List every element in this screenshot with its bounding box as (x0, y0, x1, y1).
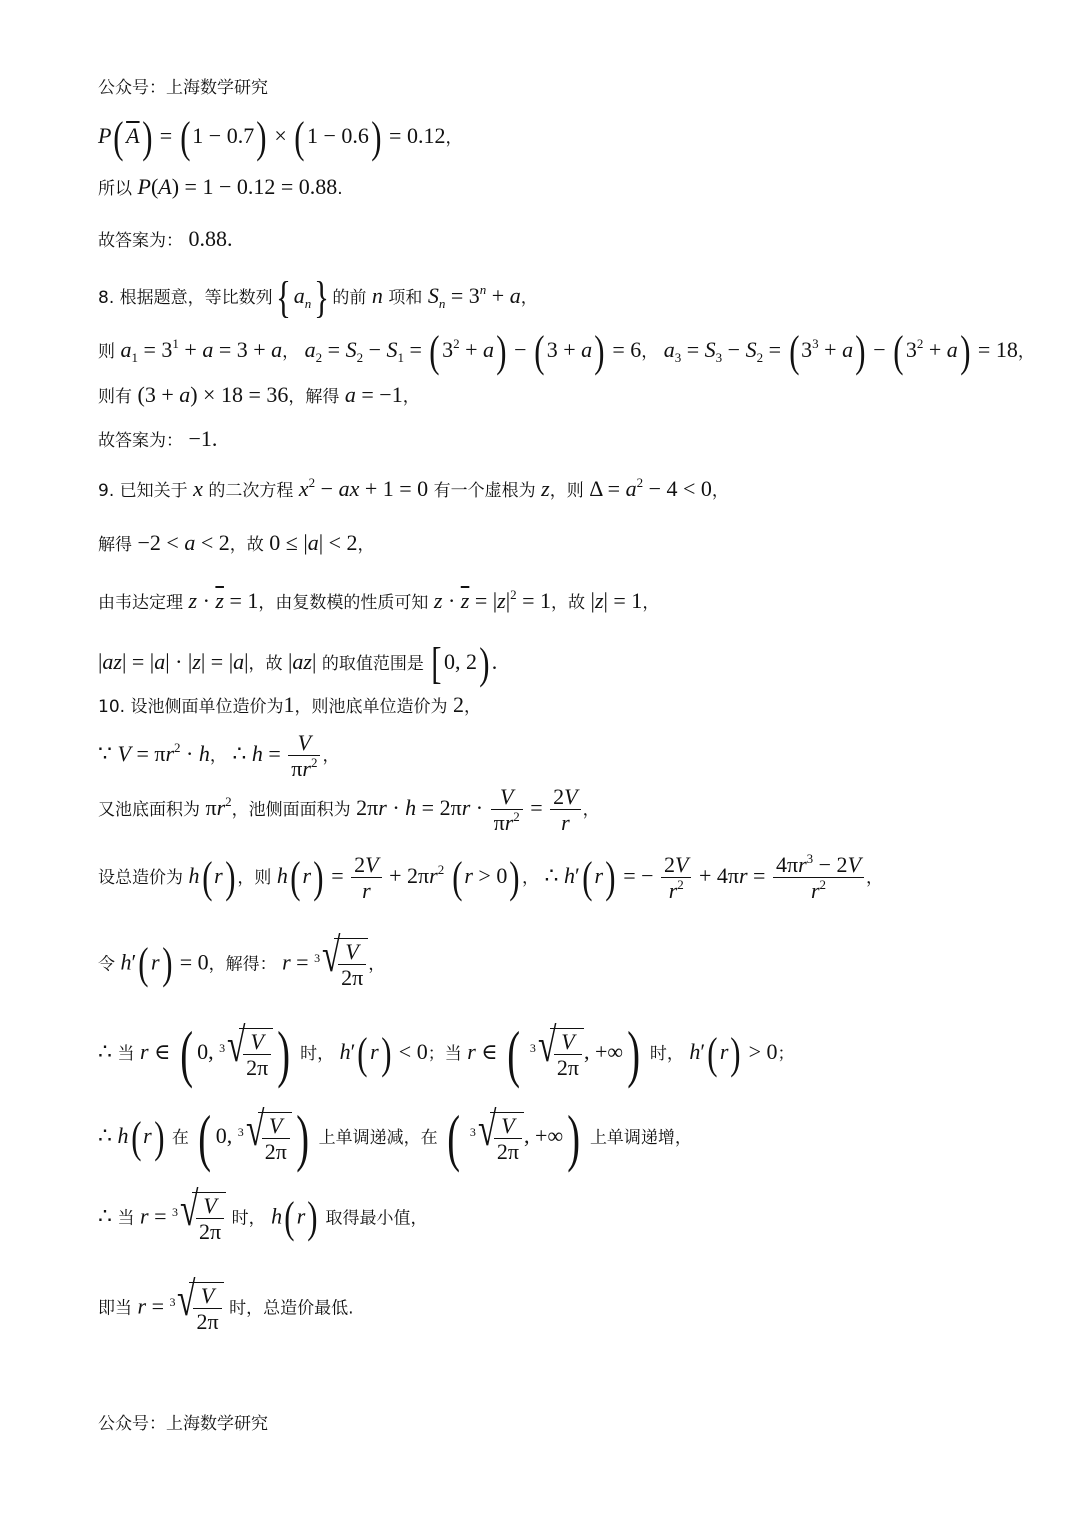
problem-8-line-3: 则有 (3 + a) × 18 = 36，解得 a = −1， (98, 382, 420, 407)
problem-9-line-1: 9. 已知关于 x 的二次方程 $x^2$ − ax + 1 = 0 有一个虚根为 z，则 $\Delta = a^2 - 4 < 0$， (98, 475, 729, 501)
problem-8-line-1: 8. 根据题意，等比数列{ $a_n$} 的前 n 项和 $S_n = 3^n + a$， (98, 273, 538, 322)
problem-9-line-4: |az| = |a| · |z| = |a|，故 |az| 的取值范围是 [0, 2). (98, 639, 498, 688)
problem-8-line-2: 则 $a_1 = 3^1 + a = 3 + a$， $a_2 = S_2 - S_1 = (3^2 + a) - (3 + a) = 6$， $a_3 = S_3 - S_2 = (3^3 + a) - (3^2 + a) = 18$， (98, 327, 1035, 376)
problem-9-line-3: 由韦达定理 $z \cdot \overline{z} = 1$，由复数模的性质可知 $z \cdot \overline{z} = |z|^2 = 1$，故 |z| = 1， (98, 587, 660, 613)
problem-10-line-7: ∴ h(r) 在 ( 0, 3 √ $\frac{V}{2\pi}$ ) 上单调递减，在 ( 3 √ $\frac{V}{2\pi}$ , +∞) 上单调递增， (98, 1102, 692, 1173)
problem-10-line-6: ∴ 当 r ∈ ( 0, 3 √ $\frac{V}{2\pi}$ ) 时， h′(r) < 0；当 r ∈ ( 3 √ $\frac{V}{2\pi}$ , +∞) 时， h′(r) > 0； (98, 1018, 795, 1089)
header-watermark: 公众号：上海数学研究 (98, 78, 268, 98)
equation-line-1: $P(\overline{A}) = (1 - 0.7) \times (1 - 0.6) = 0.12$， (98, 113, 463, 162)
problem-10-line-2: ∵ $V = \pi r^2 \cdot h$， ∴ h = $\frac{V}{\pi r^2}$ ， (98, 730, 340, 782)
answer-line-2: 故答案为： −1. (98, 426, 218, 451)
problem-10-line-8: ∴ 当 r = 3 √ $\frac{V}{2\pi}$ 时， h(r) 取得最小值， (98, 1183, 428, 1245)
footer-watermark: 公众号：上海数学研究 (98, 1414, 268, 1434)
problem-10-line-1: 10. 设池侧面单位造价为1，则池底单位造价为 2， (98, 692, 481, 717)
problem-10-line-3: 又池底面积为 $\pi r^2$，池侧面面积为 2πr · h = 2πr · $\frac{V}{\pi r^2}$ = $\frac{2V}{r}$ ， (98, 784, 600, 836)
problem-9-line-2: 解得 −2 < a < 2，故 0 ≤ |a| < 2， (98, 530, 375, 555)
answer-line-1: 故答案为： 0.88. (98, 226, 233, 251)
problem-10-line-9: 即当 r = 3 √ $\frac{V}{2\pi}$ 时，总造价最低. (98, 1273, 354, 1335)
equation-line-2: 所以 P(A) = 1 − 0.12 = 0.88. (98, 174, 343, 199)
problem-10-line-4: 设总造价为 h(r) ，则 h(r) = $\frac{2V}{r}$ + $2\pi r^2$ (r > 0) ， ∴ h′(r) = − $\frac{2V}{r^2}$ + 4πr = $\frac{4\pi r^3 - 2V}{r^2}$ ， (98, 851, 884, 904)
problem-10-line-5: 令 h′(r) = 0，解得： r = 3 √ $\frac{V}{2\pi}$ ， (98, 929, 386, 991)
